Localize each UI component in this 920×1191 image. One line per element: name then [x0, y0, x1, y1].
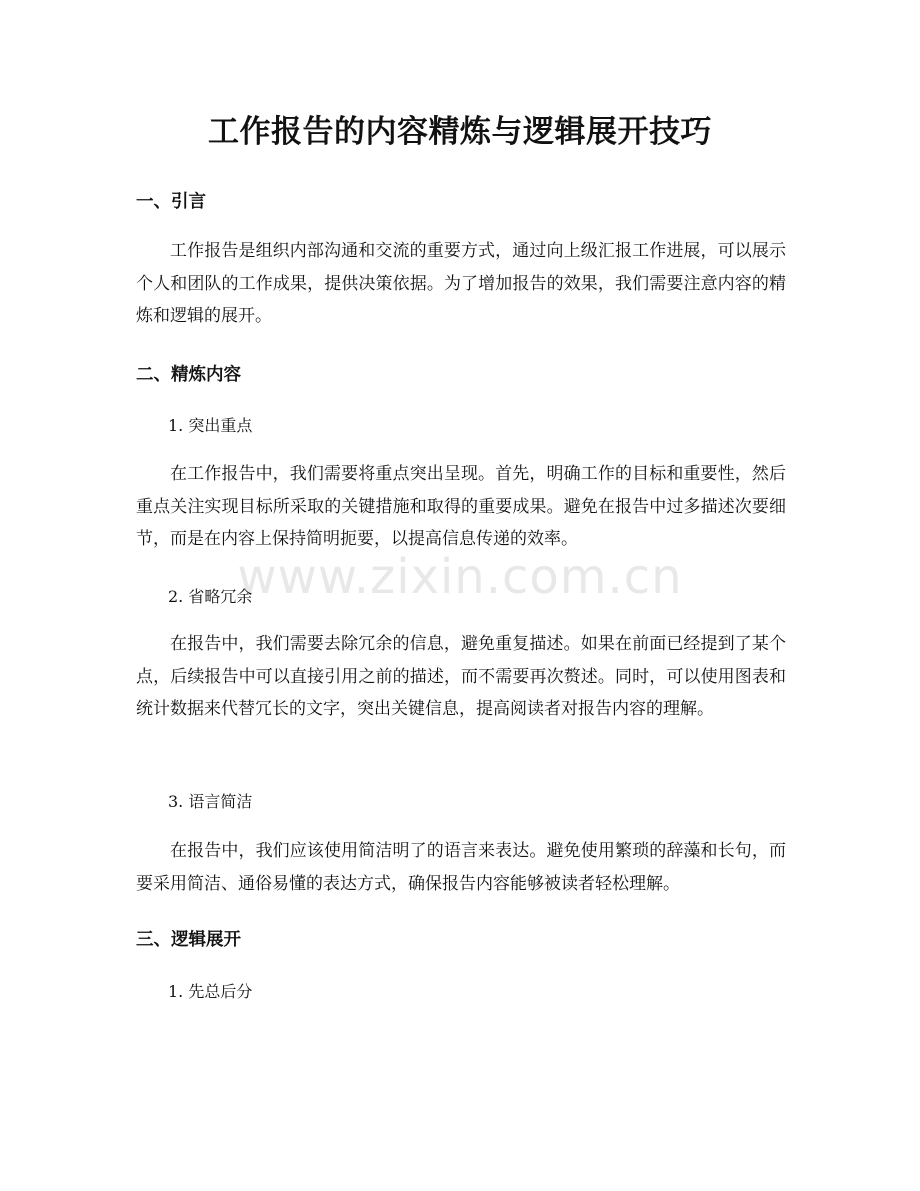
concise-language-paragraph: 在报告中，我们应该使用简洁明了的语言来表达。避免使用繁琐的辞藻和长句，而要采用简洁、通俗易懂的表达方式，确保报告内容能够被读者轻松理解。 — [136, 841, 786, 894]
section-heading-refine-content: 二、精炼内容 — [136, 365, 241, 385]
watermark: www.zixin.com.cn — [237, 549, 683, 605]
section-heading-logical-development: 三、逻辑展开 — [136, 930, 241, 950]
subheading-general-then-specific: 1. 先总后分 — [168, 982, 253, 1001]
subheading-concise-language: 3. 语言简洁 — [168, 792, 253, 811]
subheading-highlight-key-points: 1. 突出重点 — [168, 416, 253, 435]
omit-redundancy-paragraph: 在报告中，我们需要去除冗余的信息，避免重复描述。如果在前面已经提到了某个点，后续报告中可以直接引用之前的描述，而不需要再次赘述。同时，可以使用图表和统计数据来代替冗长的文字，突出关键信息，提高阅读者对报告内容的理解。 — [136, 634, 786, 719]
introduction-paragraph: 工作报告是组织内部沟通和交流的重要方式，通过向上级汇报工作进展，可以展示个人和团队的工作成果，提供决策依据。为了增加报告的效果，我们需要注意内容的精炼和逻辑的展开。 — [136, 241, 786, 326]
section-heading-introduction: 一、引言 — [136, 192, 206, 212]
highlight-key-points-paragraph: 在工作报告中，我们需要将重点突出呈现。首先，明确工作的目标和重要性，然后重点关注实现目标所采取的关键措施和取得的重要成果。避免在报告中过多描述次要细节，而是在内容上保持简明扼要，以提高信息传递的效率。 — [136, 464, 786, 549]
document-title: 工作报告的内容精炼与逻辑展开技巧 — [208, 114, 712, 150]
subheading-omit-redundancy: 2. 省略冗余 — [168, 587, 253, 606]
